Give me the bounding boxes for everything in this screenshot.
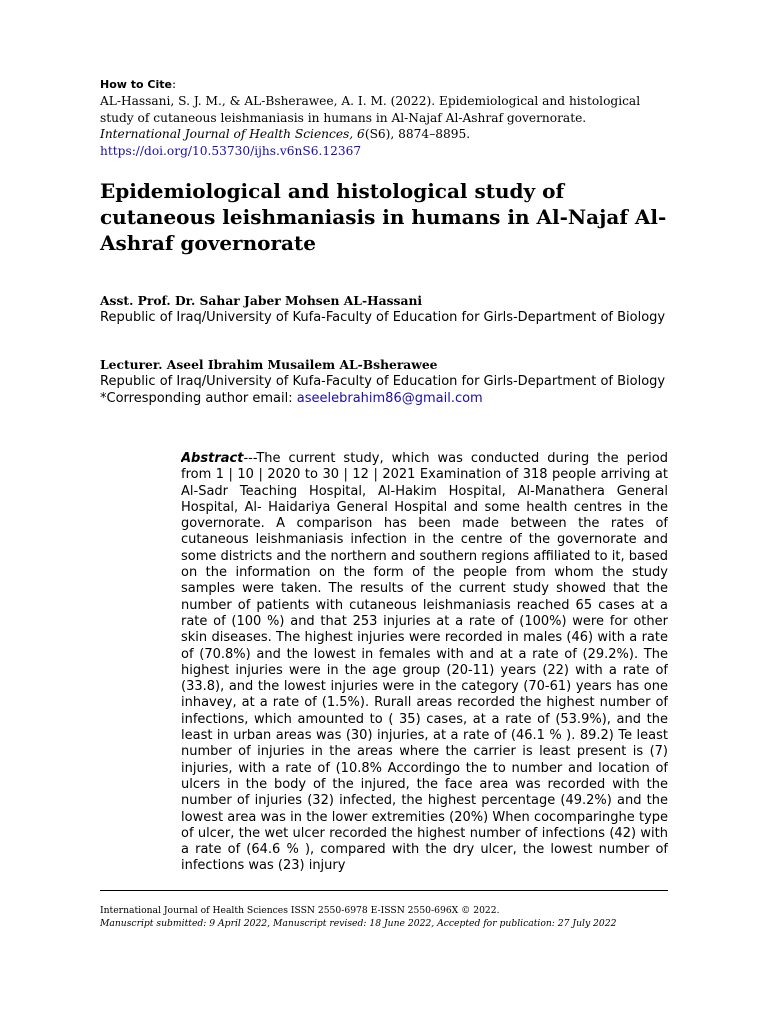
author-name: Lecturer. Aseel Ibrahim Musailem AL-Bsherawee — [100, 357, 438, 372]
abstract-heading: Abstract — [181, 451, 244, 466]
author-block-2 — [100, 356, 680, 407]
author-block-1 — [100, 292, 680, 326]
corresponding-label: *Corresponding author email: — [100, 391, 297, 406]
citation-heading-colon: : — [171, 77, 177, 91]
paper-title: Epidemiological and histological study of cutaneous leishmaniasis in humans in Al-Najaf Al-Ashraf governorate — [100, 179, 667, 255]
author-name: Asst. Prof. Dr. Sahar Jaber Mohsen AL-Hassani — [100, 293, 423, 308]
citation-block — [100, 76, 670, 159]
abstract — [181, 451, 668, 891]
footer-journal-info: International Journal of Health Sciences ISSN 2550-6978 E-ISSN 2550-696X © 2022. — [100, 905, 500, 916]
citation-reference: AL-Hassani, S. J. M., & AL-Bsherawee, A. I. M. (2022). Epidemiological and histological study of cutaneous leishmaniasis in humans in Al-Najaf Al-Ashraf governorate. — [100, 94, 641, 125]
corresponding-author-line — [100, 390, 680, 407]
author-affiliation: Republic of Iraq/University of Kufa-Faculty of Education for Girls-Department of Biology — [100, 310, 666, 325]
page-footer — [100, 905, 700, 930]
abstract-text: ---The current study, which was conducted during the period from 1 | 10 | 2020 to 30 | 12 | 2021 Examination of 318 people arriving at Al-Sadr Teaching Hospital, Al-Hakim Hospital, Al-Manathera General Hospital, Al- Haidariya General Hospital and some health centres in the governorate. A comparison has been made between the rates of cutaneous leishmaniasis infection in the centre of the governorate and some districts and the northern and southern regions affiliated to it, based on the information on the form of the people from whom the study samples were taken. The results of the current study showed that the number of patients with cutaneous leishmaniasis reached 65 cases at a rate of (100 %) and that 253 injuries at a rate of (100%) were for other skin diseases. The highest injuries were recorded in males (46) with a rate of (70.8%) and the lowest in females with and at a rate of (29.2%). The highest injuries were in the age group (20-11) years (22) with a rate of (33.8), and the lowest injuries were in the category (70-61) years has one inhavey, at a rate of (1.5%). Rurall areas recorded the highest number of infections, which amounted to ( 35) cases, at a rate of (53.9%), and the least in urban areas was (30) injuries, at a rate of (46.1 % ). 89.2) Te least number of injuries in the areas where the carrier is least present is (7) injuries, with a rate of (10.8% Accordingo the to number and location of ulcers in the body of the injured, the face area was recorded with the number of injuries (32) infected, the highest percentage (49.2%) and the lowest area was in the lower extremities (20%) When cocomparinghe type of ulcer, the wet ulcer recorded the highest number of infections (42) with a rate of (64.6 % ), compared with the dry ulcer, the lowest number of infections was (23) injury — [181, 451, 668, 874]
footer-manuscript-dates: Manuscript submitted: 9 April 2022, Manuscript revised: 18 June 2022, Accepted for publication: 27 July 2022 — [100, 917, 617, 929]
citation-issue-pages: (S6), 8874–8895. — [364, 127, 471, 142]
author-affiliation: Republic of Iraq/University of Kufa-Faculty of Education for Girls-Department of Biology — [100, 374, 666, 389]
citation-heading: How to Cite — [100, 78, 172, 91]
footer-divider — [100, 890, 668, 891]
corresponding-email-link[interactable]: aseelebrahim86@gmail.com — [296, 391, 483, 406]
doi-link[interactable]: https://doi.org/10.53730/ijhs.v6nS6.12367 — [100, 143, 362, 158]
citation-journal: International Journal of Health Sciences, 6 — [100, 127, 365, 142]
citation-text — [100, 93, 670, 142]
